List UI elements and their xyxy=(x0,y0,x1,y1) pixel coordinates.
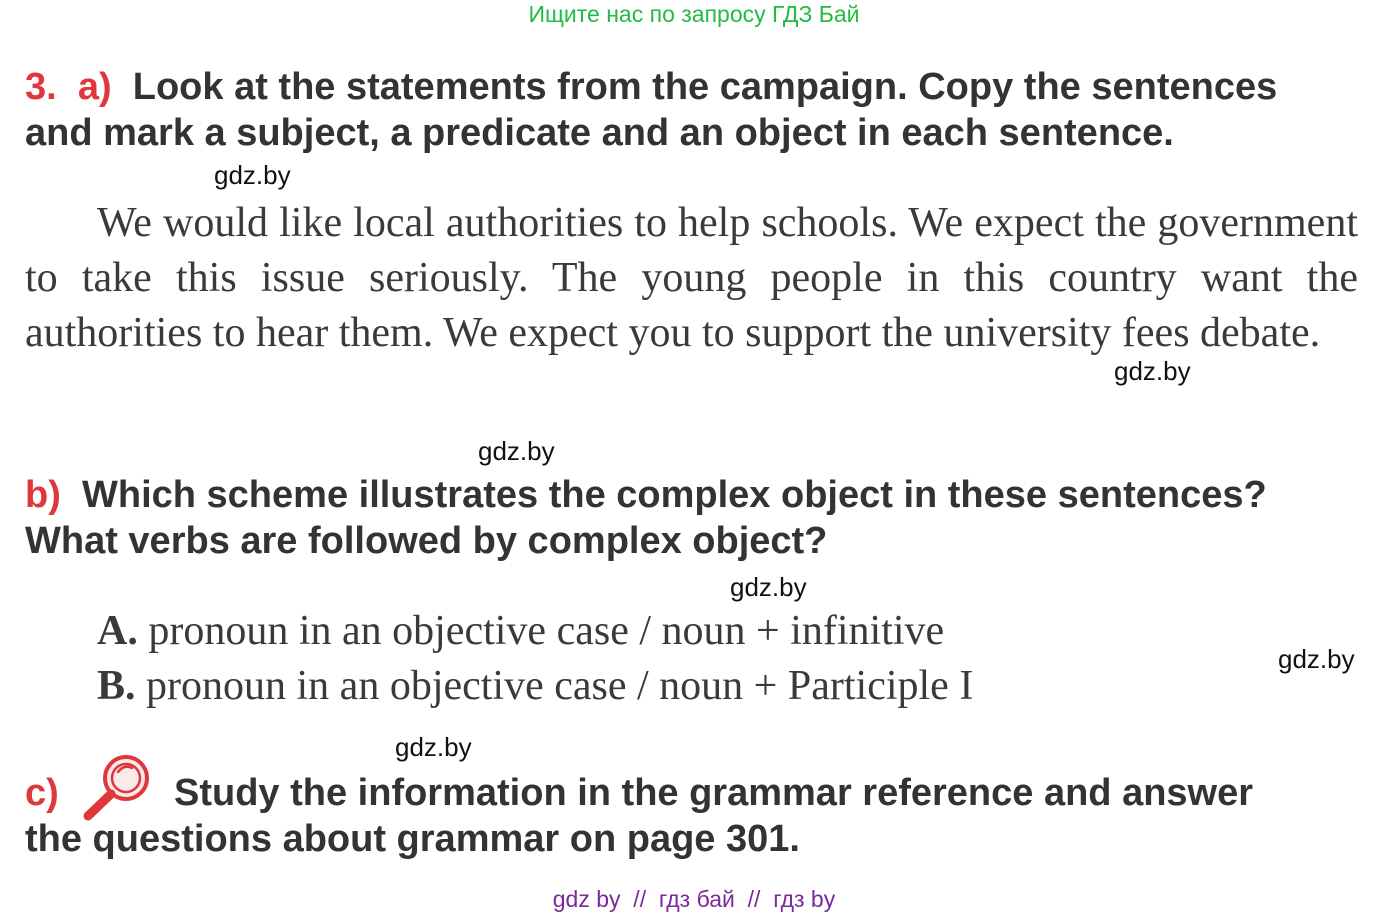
option-b-letter: B. xyxy=(97,663,136,709)
task-a-passage: We would like local authorities to help schools. We expect the government to take this issue seriously. The young people in this country want the authorities to hear them. We expect you to support the university fees debate. xyxy=(25,200,1358,356)
task-c-heading-line1: Study the information in the grammar reference and answer xyxy=(174,772,1254,814)
option-a xyxy=(97,604,944,659)
option-a-text: pronoun in an objective case / noun + infinitive xyxy=(137,608,945,654)
watermark: gdz.by xyxy=(1278,644,1355,674)
task-a-heading-line2: and mark a subject, a predicate and an object in each sentence. xyxy=(25,112,1174,154)
option-b-text: pronoun in an objective case / noun + Participle I xyxy=(135,663,974,709)
footer-watermark: gdz by // гдз бай // гдз by xyxy=(552,886,836,912)
option-b xyxy=(97,659,973,714)
task-b-marker: b) xyxy=(25,474,61,516)
watermark: gdz.by xyxy=(395,732,472,762)
task-number: 3. xyxy=(25,66,57,108)
watermark: gdz.by xyxy=(214,160,291,190)
task-c-marker-line xyxy=(25,770,59,816)
task-c-marker: c) xyxy=(25,772,59,814)
task-b-heading-line2: What verbs are followed by complex object? xyxy=(25,520,828,562)
magnifier-icon xyxy=(80,752,156,822)
watermark: gdz.by xyxy=(1114,356,1191,386)
top-banner: Ищите нас по запросу ГДЗ Бай xyxy=(528,1,860,27)
task-a-marker: a) xyxy=(77,66,112,108)
task-b-heading-text1: Which scheme illustrates the complex object in these sentences? xyxy=(82,474,1267,516)
watermark: gdz.by xyxy=(478,436,555,466)
task-a-heading-line1 xyxy=(25,64,1277,110)
task-a-heading-text1: Look at the statements from the campaign. Copy the sentences xyxy=(132,66,1278,108)
watermark: gdz.by xyxy=(730,572,807,602)
option-a-letter: A. xyxy=(97,608,138,654)
task-b-heading-line1 xyxy=(25,472,1267,518)
task-c-heading-line2: the questions about grammar on page 301. xyxy=(25,818,800,860)
